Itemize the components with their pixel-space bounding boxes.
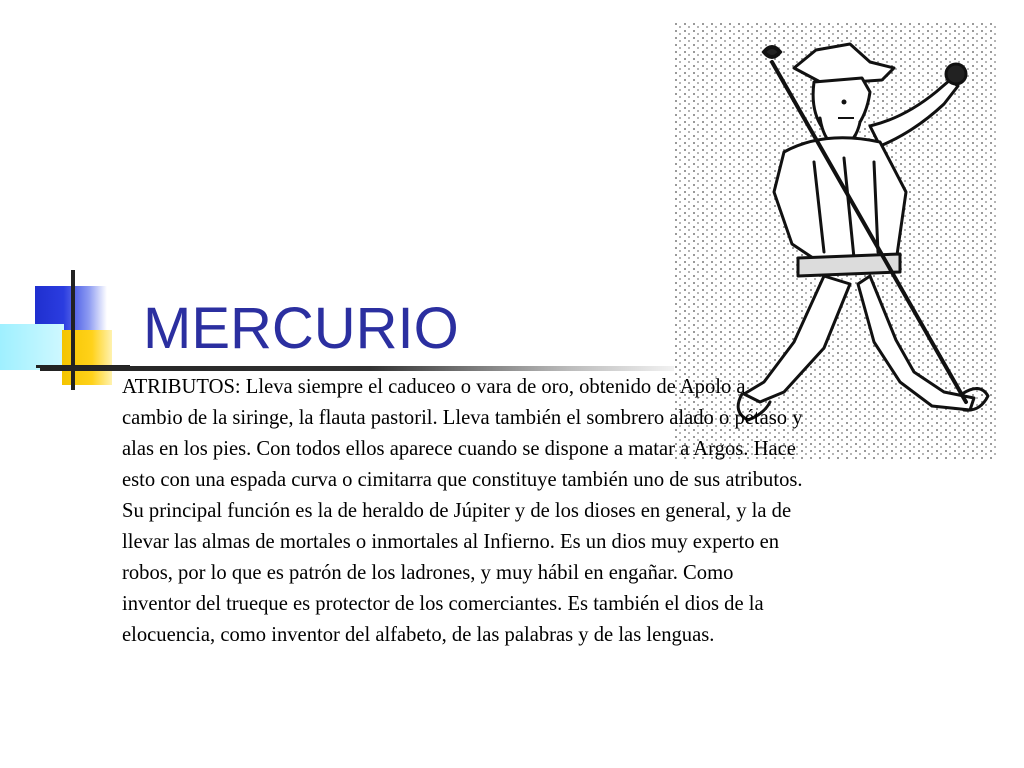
vertical-accent-line: [71, 270, 75, 390]
cyan-square: [0, 324, 64, 370]
body-line: ATRIBUTOS: Lleva siempre el caduceo o vara de oro, obtenido de Apolo a: [122, 376, 746, 398]
body-line: alas en los pies. Con todos ellos aparece cuando se dispone a matar a Argos. Hace: [122, 438, 796, 460]
decorative-squares: [0, 270, 130, 395]
body-line: elocuencia, como inventor del alfabeto, de las palabras y de las lenguas.: [122, 624, 715, 646]
body-line: cambio de la siringe, la flauta pastoril. Lleva también el sombrero alado o pétaso y: [122, 407, 803, 429]
title-rule: [40, 366, 700, 371]
body-text: [122, 372, 982, 651]
body-line: llevar las almas de mortales o inmortales al Infierno. Es un dios muy experto en: [122, 531, 780, 553]
yellow-square: [62, 330, 112, 385]
body-line: inventor del trueque es protector de los comerciantes. Es también el dios de la: [122, 593, 764, 615]
body-line: Su principal función es la de heraldo de Júpiter y de los dioses en general, y la de: [122, 500, 792, 522]
body-line: esto con una espada curva o cimitarra que constituye también uno de sus atributos.: [122, 469, 803, 491]
body-line: robos, por lo que es patrón de los ladrones, y muy hábil en engañar. Como: [122, 562, 734, 584]
slide-title: MERCURIO: [143, 296, 459, 361]
